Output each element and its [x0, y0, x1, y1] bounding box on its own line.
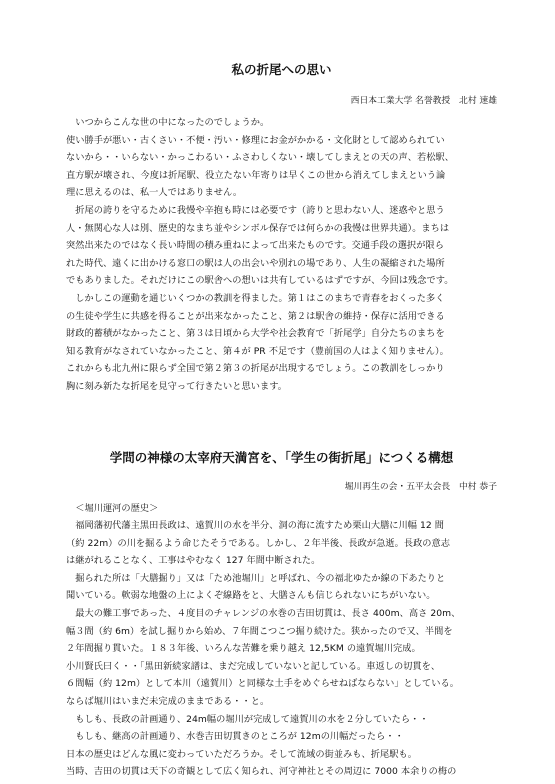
article-body-orio: [66, 114, 497, 396]
text-line: れた時代、遠くに出かける窓口の駅は人の出会いや別れの場であり、人生の凝縮された場所: [66, 257, 445, 269]
text-line: 理に思えるのは、私一人ではありません。: [66, 187, 243, 199]
text-line: 財政的蓄積がなかったこと、第３は日頃から大学や社会教育で「折尾学」自分たちのまちを: [66, 328, 445, 340]
text-line: 使い勝手が悪い・古くさい・不便・汚い・修理にお金がかかる・文化財として認められてい: [66, 134, 445, 146]
text-line: 折尾の誇りを守るために我慢や辛抱も時には必要です（誇りと思わない人、迷惑やと思う: [66, 204, 445, 216]
text-line: 胸に刻み新たな折尾を見守って行きたいと思います。: [66, 380, 287, 392]
text-line: は継がれることなく、工事はやむなく 127 年間中断された。: [66, 555, 321, 567]
text-line: もしも、継高の計画通り、水巻吉田切貫きのところが 12mの川幅だったら・・: [66, 731, 404, 743]
text-line: しかしこの運動を通じいくつかの教訓を得ました。第１はこのまちで青春をおくった多く: [66, 292, 445, 304]
text-line: 知る教育がなされていなかったこと、第４が PR 不足です（豊前国の人はよく知りません）。: [66, 345, 449, 357]
text-line: ないから・・いらない・かっこわるい・ふさわしくない・壊してしまえとの天の声、若松駅、: [66, 152, 454, 164]
text-line: もしも、長政の計画通り、24m幅の堀川が完成して遠賀川の水を２分していたら・・: [66, 713, 429, 725]
text-line: でもありました。それだけにこの駅舎への想いは共有しているはずですが、今回は残念です。: [66, 275, 454, 287]
text-line: 小川賢氏曰く・・「黒田新続家譜は、まだ完成していないと記している。車返しの切貫を、: [66, 660, 441, 672]
article-body-horikawa: [66, 500, 497, 782]
section-spacer: [66, 396, 497, 450]
text-line: 人・無関心な人は別、歴史的なまち並やシンボル保存では何らかの我慢は世界共通）。まちは: [66, 222, 450, 234]
author-byline-kitamura: 西日本工業大学 名誉教授 北村 速雄: [350, 96, 497, 106]
text-line: 突然出来たのではなく長い時間の積み重ねによって出来たものです。交通手段の選択が限ら: [66, 240, 444, 252]
text-line: ならば堀川はいまだ未完成のままである・・と。: [66, 696, 270, 708]
text-line: 日本の歴史はどんな風に変わっていただろうか。そして流域の街並みも、折尾駅も。: [66, 748, 417, 760]
text-line: 幅３間（約 6m）を試し掘りから始め、７年間こつこつ掘り続けた。狭かったので又、半間を: [66, 625, 453, 637]
text-line: 福岡藩初代藩主黒田長政は、遠賀川の水を半分、洞の海に流すため栗山大膳に川幅 12 間: [66, 520, 444, 532]
text-line: 聞いている。軟弱な地盤の上によくぞ線路をと、大膳さんも信じられないにちがいない。: [66, 590, 436, 602]
text-line: 掘られた所は「大膳掘り」又は「ため池堀川」と呼ばれ、今の福北ゆたか線の下あたりと: [66, 572, 446, 584]
text-line: 当時、吉田の切貫は天下の奇観として広く知られ、河守神社とその周辺に 7000 本余りの梅の: [66, 766, 457, 778]
text-line: 最大の難工事であった、４度目のチャレンジの水巻の吉田切貫は、長さ 400m、高さ 20m、: [66, 608, 461, 620]
text-line: いつからこんな世の中になったのでしょうか。: [66, 117, 270, 128]
text-line: 直方駅が壊され、今度は折尾駅、役立たない年寄りは早くこの世から消えてしまえという論: [66, 169, 446, 181]
text-line: これからも北九州に限らず全国で第２第３の折尾が出現するでしょう。この教訓をしっかり: [66, 363, 445, 375]
text-line: ＜堀川運河の歴史＞: [66, 502, 159, 514]
text-line: ２年間掘り貫いた。１８３年後、いろんな苦難を乗り越え 12,5KM の遠賀堀川完成。: [66, 643, 421, 655]
text-line: ６間幅（約 12m）として本川（遠賀川）と同様な土手をめぐらせねばならない」としている。: [66, 678, 459, 690]
article-title-dazaifu: 学問の神様の太宰府天満宮を、「学生の街折尾」につくる構想: [109, 449, 454, 465]
author-byline-nakamura: 堀川再生の会・五平太会長 中村 恭子: [344, 481, 497, 492]
text-line: の生徒や学生に共感を得ることが出来なかったこと、第２は駅舎の維持・保存に活用できる: [66, 310, 445, 322]
article-title-orio: 私の折尾への思い: [231, 62, 332, 77]
text-line: （約 22m）の川を掘るよう命じたそうである。しかし、２年半後、長政が急逝。長政の意志: [66, 537, 451, 549]
